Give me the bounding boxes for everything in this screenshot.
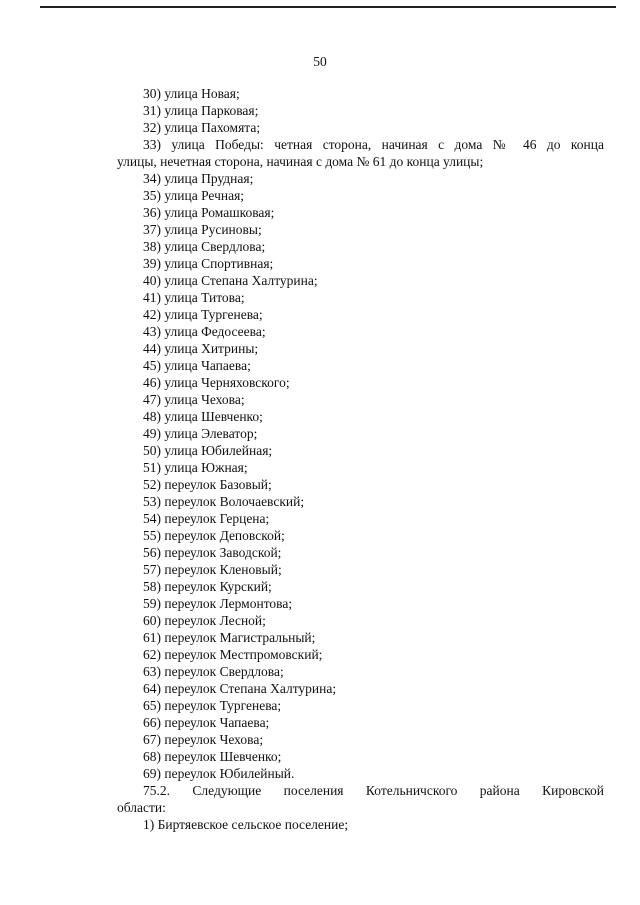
list-item: 57) переулок Кленовый; (143, 562, 282, 577)
list-item: 40) улица Степана Халтурина; (143, 273, 318, 288)
list-item-33-line2: улицы, нечетная сторона, начиная с дома № 61 до конца улицы; (117, 154, 484, 169)
list-item: 68) переулок Шевченко; (143, 749, 282, 764)
list-item: 31) улица Парковая; (143, 103, 259, 118)
document-body (0, 85, 640, 833)
list-item: 52) переулок Базовый; (143, 477, 272, 492)
list-item: 45) улица Чапаева; (143, 358, 251, 373)
list-item: 30) улица Новая; (143, 86, 240, 101)
top-rule (40, 6, 616, 8)
list-item: 69) переулок Юбилейный. (143, 766, 295, 781)
list-item: 59) переулок Лермонтова; (143, 596, 293, 611)
list-item-33-line1: 33) улица Победы: четная сторона, начиная с дома № 46 до конца (143, 137, 604, 152)
list-item: 51) улица Южная; (143, 460, 248, 475)
list-item: 49) улица Элеватор; (143, 426, 258, 441)
page-number: 50 (313, 54, 327, 69)
list-item: 66) переулок Чапаева; (143, 715, 270, 730)
list-item: 36) улица Ромашковая; (143, 205, 275, 220)
list-item: 50) улица Юбилейная; (143, 443, 273, 458)
list-item: 35) улица Речная; (143, 188, 245, 203)
list-item: 64) переулок Степана Халтурина; (143, 681, 337, 696)
list-item: 53) переулок Волочаевский; (143, 494, 305, 509)
list-item: 46) улица Черняховского; (143, 375, 290, 390)
list-item: 54) переулок Герцена; (143, 511, 270, 526)
section-75-2-line2: области: (117, 800, 166, 815)
list-item: 39) улица Спортивная; (143, 256, 274, 271)
list-item: 55) переулок Деповской; (143, 528, 285, 543)
list-items-continued (0, 170, 640, 782)
list-item: 62) переулок Местпромовский; (143, 647, 323, 662)
list-item: 61) переулок Магистральный; (143, 630, 316, 645)
sub-item-1: 1) Биртяевское сельское поселение; (143, 817, 349, 832)
list-item: 43) улица Федосеева; (143, 324, 266, 339)
list-item: 56) переулок Заводской; (143, 545, 282, 560)
list-item: 44) улица Хитрины; (143, 341, 259, 356)
list-item: 60) переулок Лесной; (143, 613, 266, 628)
list-item: 32) улица Пахомята; (143, 120, 261, 135)
list-item: 67) переулок Чехова; (143, 732, 264, 747)
list-item: 48) улица Шевченко; (143, 409, 263, 424)
list-item: 34) улица Прудная; (143, 171, 254, 186)
list-item: 42) улица Тургенева; (143, 307, 263, 322)
list-item: 63) переулок Свердлова; (143, 664, 284, 679)
list-item: 38) улица Свердлова; (143, 239, 266, 254)
list-item: 47) улица Чехова; (143, 392, 245, 407)
section-75-2-line1: 75.2. Следующие поселения Котельничского района Кировской (143, 783, 604, 798)
list-item: 37) улица Русиновы; (143, 222, 262, 237)
list-item: 65) переулок Тургенева; (143, 698, 282, 713)
list-item: 58) переулок Курский; (143, 579, 272, 594)
list-item: 41) улица Титова; (143, 290, 245, 305)
